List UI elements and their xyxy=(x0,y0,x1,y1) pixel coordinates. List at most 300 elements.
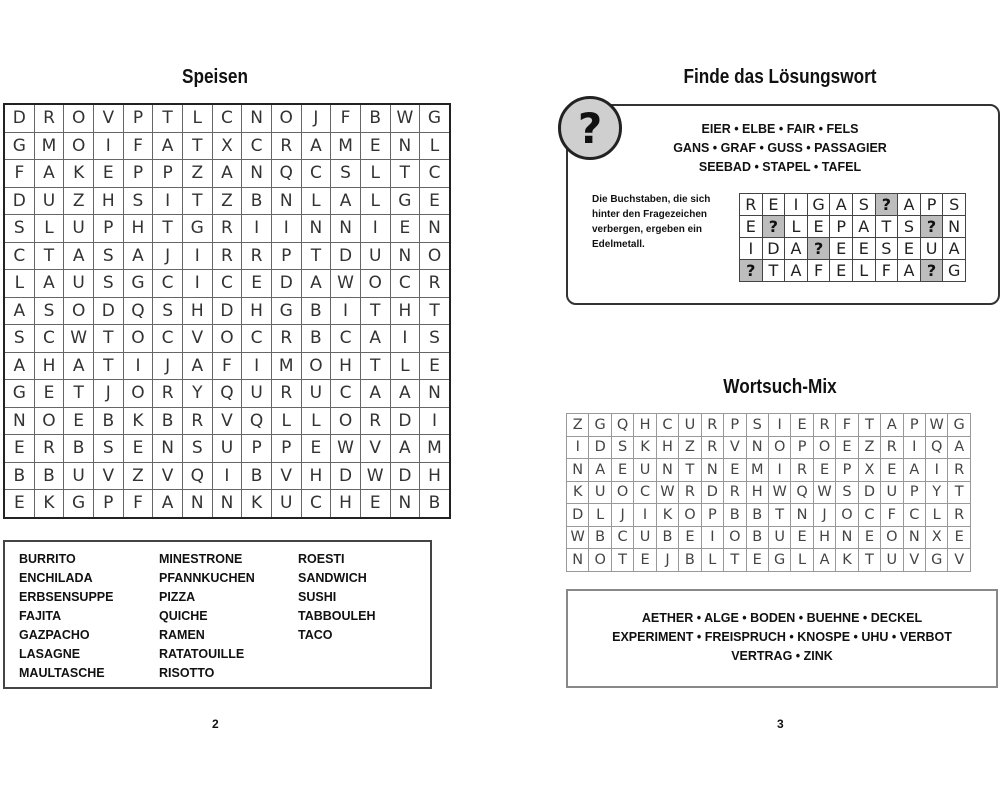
grid-cell[interactable]: E xyxy=(836,436,858,459)
grid-cell[interactable]: T xyxy=(153,215,183,243)
grid-cell[interactable]: A xyxy=(34,160,64,188)
grid-cell[interactable]: W xyxy=(360,462,390,490)
grid-cell[interactable]: Z xyxy=(212,187,242,215)
grid-cell[interactable]: S xyxy=(746,414,768,437)
grid-cell[interactable]: B xyxy=(34,462,64,490)
grid-cell[interactable]: E xyxy=(4,490,34,518)
grid-cell[interactable]: Q xyxy=(242,407,272,435)
grid-cell[interactable]: I xyxy=(785,194,808,216)
grid-cell[interactable]: A xyxy=(212,160,242,188)
grid-cell[interactable]: H xyxy=(93,187,123,215)
grid-cell[interactable]: N xyxy=(390,242,420,270)
hidden-letter-cell[interactable]: ? xyxy=(875,194,898,216)
grid-cell[interactable]: N xyxy=(903,526,925,549)
grid-cell[interactable]: N xyxy=(836,526,858,549)
grid-cell[interactable]: Z xyxy=(858,436,880,459)
grid-cell[interactable]: P xyxy=(242,435,272,463)
grid-cell[interactable]: E xyxy=(746,549,768,572)
grid-cell[interactable]: A xyxy=(785,260,808,282)
grid-cell[interactable]: C xyxy=(611,526,633,549)
grid-cell[interactable]: N xyxy=(4,407,34,435)
grid-cell[interactable]: K xyxy=(64,160,94,188)
grid-cell[interactable]: N xyxy=(390,132,420,160)
grid-cell[interactable]: C xyxy=(331,380,361,408)
grid-cell[interactable]: C xyxy=(656,414,678,437)
grid-cell[interactable]: U xyxy=(634,526,656,549)
grid-cell[interactable]: S xyxy=(182,435,212,463)
grid-cell[interactable]: B xyxy=(420,490,450,518)
grid-cell[interactable]: V xyxy=(182,325,212,353)
grid-cell[interactable]: E xyxy=(791,526,813,549)
grid-cell[interactable]: R xyxy=(34,104,64,132)
grid-cell[interactable]: B xyxy=(724,504,746,527)
grid-cell[interactable]: U xyxy=(679,414,701,437)
grid-cell[interactable]: D xyxy=(390,462,420,490)
grid-cell[interactable]: K xyxy=(656,504,678,527)
grid-cell[interactable]: R xyxy=(242,242,272,270)
grid-cell[interactable]: Z xyxy=(679,436,701,459)
grid-cell[interactable]: E xyxy=(679,526,701,549)
grid-cell[interactable]: Z xyxy=(567,414,589,437)
grid-cell[interactable]: R xyxy=(948,459,970,482)
grid-cell[interactable]: V xyxy=(903,549,925,572)
grid-cell[interactable]: T xyxy=(153,104,183,132)
grid-cell[interactable]: D xyxy=(331,462,361,490)
grid-cell[interactable]: O xyxy=(724,526,746,549)
grid-cell[interactable]: I xyxy=(182,270,212,298)
grid-cell[interactable]: U xyxy=(64,215,94,243)
grid-cell[interactable]: U xyxy=(212,435,242,463)
grid-cell[interactable]: R xyxy=(679,481,701,504)
grid-cell[interactable]: F xyxy=(875,260,898,282)
grid-cell[interactable]: P xyxy=(93,490,123,518)
grid-cell[interactable]: L xyxy=(589,504,611,527)
grid-cell[interactable]: A xyxy=(813,549,835,572)
grid-cell[interactable]: U xyxy=(34,187,64,215)
grid-cell[interactable]: N xyxy=(420,380,450,408)
grid-cell[interactable]: J xyxy=(611,504,633,527)
word-search-grid-speisen[interactable] xyxy=(3,103,451,519)
grid-cell[interactable]: B xyxy=(679,549,701,572)
grid-cell[interactable]: G xyxy=(943,260,966,282)
grid-cell[interactable]: S xyxy=(123,187,153,215)
grid-cell[interactable]: E xyxy=(93,160,123,188)
hidden-letter-cell[interactable]: ? xyxy=(920,216,943,238)
grid-cell[interactable]: L xyxy=(701,549,723,572)
grid-cell[interactable]: U xyxy=(64,462,94,490)
grid-cell[interactable]: I xyxy=(242,215,272,243)
grid-cell[interactable]: I xyxy=(242,352,272,380)
grid-cell[interactable]: X xyxy=(926,526,948,549)
grid-cell[interactable]: S xyxy=(153,297,183,325)
grid-cell[interactable]: D xyxy=(858,481,880,504)
grid-cell[interactable]: S xyxy=(93,270,123,298)
grid-cell[interactable]: S xyxy=(4,325,34,353)
grid-cell[interactable]: I xyxy=(271,215,301,243)
grid-cell[interactable]: R xyxy=(271,380,301,408)
grid-cell[interactable]: A xyxy=(153,490,183,518)
grid-cell[interactable]: I xyxy=(567,436,589,459)
grid-cell[interactable]: H xyxy=(634,414,656,437)
grid-cell[interactable]: A xyxy=(881,414,903,437)
grid-cell[interactable]: G xyxy=(123,270,153,298)
grid-cell[interactable]: L xyxy=(4,270,34,298)
grid-cell[interactable]: O xyxy=(301,352,331,380)
grid-cell[interactable]: G xyxy=(390,187,420,215)
grid-cell[interactable]: W xyxy=(567,526,589,549)
grid-cell[interactable]: N xyxy=(390,490,420,518)
grid-cell[interactable]: S xyxy=(93,242,123,270)
grid-cell[interactable]: J xyxy=(153,242,183,270)
grid-cell[interactable]: T xyxy=(724,549,746,572)
grid-cell[interactable]: A xyxy=(360,380,390,408)
grid-cell[interactable]: O xyxy=(420,242,450,270)
grid-cell[interactable]: E xyxy=(390,215,420,243)
grid-cell[interactable]: P xyxy=(903,414,925,437)
grid-cell[interactable]: W xyxy=(331,435,361,463)
grid-cell[interactable]: I xyxy=(420,407,450,435)
grid-cell[interactable]: U xyxy=(634,459,656,482)
hidden-letter-cell[interactable]: ? xyxy=(807,238,830,260)
grid-cell[interactable]: M xyxy=(34,132,64,160)
grid-cell[interactable]: I xyxy=(390,325,420,353)
grid-cell[interactable]: B xyxy=(242,462,272,490)
grid-cell[interactable]: T xyxy=(768,504,790,527)
grid-cell[interactable]: R xyxy=(212,215,242,243)
grid-cell[interactable]: D xyxy=(589,436,611,459)
grid-cell[interactable]: H xyxy=(813,526,835,549)
grid-cell[interactable]: O xyxy=(34,407,64,435)
grid-cell[interactable]: H xyxy=(182,297,212,325)
grid-cell[interactable]: Q xyxy=(123,297,153,325)
grid-cell[interactable]: E xyxy=(813,459,835,482)
grid-cell[interactable]: O xyxy=(331,407,361,435)
grid-cell[interactable]: B xyxy=(93,407,123,435)
grid-cell[interactable]: O xyxy=(64,104,94,132)
grid-cell[interactable]: A xyxy=(390,435,420,463)
grid-cell[interactable]: U xyxy=(360,242,390,270)
grid-cell[interactable]: A xyxy=(589,459,611,482)
grid-cell[interactable]: N xyxy=(182,490,212,518)
grid-cell[interactable]: U xyxy=(881,481,903,504)
grid-cell[interactable]: U xyxy=(881,549,903,572)
grid-cell[interactable]: E xyxy=(898,238,921,260)
grid-cell[interactable]: N xyxy=(420,215,450,243)
grid-cell[interactable]: V xyxy=(212,407,242,435)
grid-cell[interactable]: T xyxy=(360,352,390,380)
grid-cell[interactable]: W xyxy=(768,481,790,504)
hidden-letter-cell[interactable]: ? xyxy=(762,216,785,238)
grid-cell[interactable]: G xyxy=(768,549,790,572)
grid-cell[interactable]: G xyxy=(4,132,34,160)
grid-cell[interactable]: Q xyxy=(611,414,633,437)
grid-cell[interactable]: N xyxy=(746,436,768,459)
grid-cell[interactable]: A xyxy=(4,297,34,325)
grid-cell[interactable]: O xyxy=(589,549,611,572)
grid-cell[interactable]: N xyxy=(242,160,272,188)
grid-cell[interactable]: V xyxy=(948,549,970,572)
grid-cell[interactable]: D xyxy=(390,407,420,435)
word-search-grid-mix[interactable] xyxy=(566,413,971,572)
grid-cell[interactable]: P xyxy=(903,481,925,504)
grid-cell[interactable]: R xyxy=(271,132,301,160)
grid-cell[interactable]: A xyxy=(360,325,390,353)
grid-cell[interactable]: I xyxy=(360,215,390,243)
grid-cell[interactable]: S xyxy=(93,435,123,463)
solution-word-grid[interactable] xyxy=(739,193,966,282)
grid-cell[interactable]: C xyxy=(903,504,925,527)
grid-cell[interactable]: E xyxy=(4,435,34,463)
grid-cell[interactable]: B xyxy=(301,325,331,353)
grid-cell[interactable]: E xyxy=(634,549,656,572)
grid-cell[interactable]: E xyxy=(740,216,763,238)
grid-cell[interactable]: E xyxy=(791,414,813,437)
grid-cell[interactable]: U xyxy=(920,238,943,260)
grid-cell[interactable]: H xyxy=(656,436,678,459)
grid-cell[interactable]: L xyxy=(182,104,212,132)
grid-cell[interactable]: A xyxy=(301,270,331,298)
grid-cell[interactable]: H xyxy=(242,297,272,325)
grid-cell[interactable]: G xyxy=(4,380,34,408)
grid-cell[interactable]: R xyxy=(212,242,242,270)
grid-cell[interactable]: D xyxy=(762,238,785,260)
grid-cell[interactable]: W xyxy=(64,325,94,353)
grid-cell[interactable]: A xyxy=(64,352,94,380)
grid-cell[interactable]: R xyxy=(724,481,746,504)
grid-cell[interactable]: T xyxy=(611,549,633,572)
grid-cell[interactable]: F xyxy=(836,414,858,437)
grid-cell[interactable]: P xyxy=(93,215,123,243)
grid-cell[interactable]: O xyxy=(881,526,903,549)
grid-cell[interactable]: C xyxy=(420,160,450,188)
grid-cell[interactable]: E xyxy=(852,238,875,260)
grid-cell[interactable]: S xyxy=(420,325,450,353)
grid-cell[interactable]: I xyxy=(153,187,183,215)
grid-cell[interactable]: K xyxy=(123,407,153,435)
grid-cell[interactable]: R xyxy=(701,436,723,459)
grid-cell[interactable]: P xyxy=(791,436,813,459)
grid-cell[interactable]: O xyxy=(212,325,242,353)
grid-cell[interactable]: O xyxy=(679,504,701,527)
grid-cell[interactable]: C xyxy=(301,490,331,518)
grid-cell[interactable]: J xyxy=(153,352,183,380)
grid-cell[interactable]: T xyxy=(875,216,898,238)
grid-cell[interactable]: F xyxy=(807,260,830,282)
grid-cell[interactable]: L xyxy=(301,407,331,435)
grid-cell[interactable]: E xyxy=(807,216,830,238)
grid-cell[interactable]: N xyxy=(943,216,966,238)
grid-cell[interactable]: N xyxy=(656,459,678,482)
grid-cell[interactable]: C xyxy=(153,270,183,298)
grid-cell[interactable]: N xyxy=(153,435,183,463)
grid-cell[interactable]: B xyxy=(4,462,34,490)
grid-cell[interactable]: L xyxy=(926,504,948,527)
grid-cell[interactable]: U xyxy=(589,481,611,504)
grid-cell[interactable]: O xyxy=(768,436,790,459)
grid-cell[interactable]: E xyxy=(881,459,903,482)
grid-cell[interactable]: B xyxy=(64,435,94,463)
grid-cell[interactable]: I xyxy=(768,414,790,437)
grid-cell[interactable]: N xyxy=(271,187,301,215)
grid-cell[interactable]: P xyxy=(920,194,943,216)
grid-cell[interactable]: B xyxy=(656,526,678,549)
grid-cell[interactable]: R xyxy=(740,194,763,216)
grid-cell[interactable]: U xyxy=(242,380,272,408)
grid-cell[interactable]: Q xyxy=(271,160,301,188)
grid-cell[interactable]: A xyxy=(4,352,34,380)
grid-cell[interactable]: W xyxy=(656,481,678,504)
grid-cell[interactable]: G xyxy=(807,194,830,216)
grid-cell[interactable]: H xyxy=(301,462,331,490)
grid-cell[interactable]: L xyxy=(420,132,450,160)
grid-cell[interactable]: W xyxy=(813,481,835,504)
grid-cell[interactable]: R xyxy=(701,414,723,437)
grid-cell[interactable]: B xyxy=(153,407,183,435)
grid-cell[interactable]: D xyxy=(567,504,589,527)
grid-cell[interactable]: Q xyxy=(926,436,948,459)
grid-cell[interactable]: G xyxy=(948,414,970,437)
grid-cell[interactable]: T xyxy=(182,187,212,215)
grid-cell[interactable]: V xyxy=(724,436,746,459)
grid-cell[interactable]: V xyxy=(153,462,183,490)
grid-cell[interactable]: K xyxy=(34,490,64,518)
grid-cell[interactable]: H xyxy=(420,462,450,490)
grid-cell[interactable]: I xyxy=(768,459,790,482)
grid-cell[interactable]: Y xyxy=(926,481,948,504)
grid-cell[interactable]: R xyxy=(791,459,813,482)
grid-cell[interactable]: D xyxy=(331,242,361,270)
grid-cell[interactable]: P xyxy=(271,242,301,270)
grid-cell[interactable]: S xyxy=(898,216,921,238)
grid-cell[interactable]: T xyxy=(858,549,880,572)
grid-cell[interactable]: L xyxy=(301,187,331,215)
grid-cell[interactable]: L xyxy=(271,407,301,435)
grid-cell[interactable]: B xyxy=(746,526,768,549)
grid-cell[interactable]: O xyxy=(836,504,858,527)
grid-cell[interactable]: A xyxy=(903,459,925,482)
grid-cell[interactable]: U xyxy=(768,526,790,549)
grid-cell[interactable]: L xyxy=(390,352,420,380)
grid-cell[interactable]: Z xyxy=(182,160,212,188)
grid-cell[interactable]: W xyxy=(926,414,948,437)
grid-cell[interactable]: I xyxy=(701,526,723,549)
grid-cell[interactable]: T xyxy=(93,352,123,380)
grid-cell[interactable]: O xyxy=(123,380,153,408)
grid-cell[interactable]: L xyxy=(360,187,390,215)
grid-cell[interactable]: D xyxy=(271,270,301,298)
grid-cell[interactable]: F xyxy=(4,160,34,188)
grid-cell[interactable]: L xyxy=(34,215,64,243)
grid-cell[interactable]: Q xyxy=(182,462,212,490)
grid-cell[interactable]: N xyxy=(331,215,361,243)
grid-cell[interactable]: O xyxy=(64,297,94,325)
grid-cell[interactable]: S xyxy=(34,297,64,325)
grid-cell[interactable]: T xyxy=(64,380,94,408)
grid-cell[interactable]: P xyxy=(271,435,301,463)
grid-cell[interactable]: W xyxy=(390,104,420,132)
grid-cell[interactable]: B xyxy=(589,526,611,549)
grid-cell[interactable]: A xyxy=(301,132,331,160)
grid-cell[interactable]: S xyxy=(836,481,858,504)
grid-cell[interactable]: E xyxy=(830,260,853,282)
grid-cell[interactable]: G xyxy=(64,490,94,518)
grid-cell[interactable]: E xyxy=(301,435,331,463)
grid-cell[interactable]: V xyxy=(93,462,123,490)
grid-cell[interactable]: T xyxy=(762,260,785,282)
grid-cell[interactable]: R xyxy=(182,407,212,435)
grid-cell[interactable]: P xyxy=(123,104,153,132)
grid-cell[interactable]: E xyxy=(64,407,94,435)
grid-cell[interactable]: X xyxy=(212,132,242,160)
grid-cell[interactable]: Z xyxy=(123,462,153,490)
grid-cell[interactable]: K xyxy=(836,549,858,572)
hidden-letter-cell[interactable]: ? xyxy=(920,260,943,282)
grid-cell[interactable]: O xyxy=(611,481,633,504)
grid-cell[interactable]: I xyxy=(182,242,212,270)
grid-cell[interactable]: O xyxy=(123,325,153,353)
grid-cell[interactable]: G xyxy=(926,549,948,572)
hidden-letter-cell[interactable]: ? xyxy=(740,260,763,282)
grid-cell[interactable]: G xyxy=(271,297,301,325)
grid-cell[interactable]: A xyxy=(785,238,808,260)
grid-cell[interactable]: H xyxy=(390,297,420,325)
grid-cell[interactable]: N xyxy=(242,104,272,132)
grid-cell[interactable]: A xyxy=(943,238,966,260)
grid-cell[interactable]: A xyxy=(852,216,875,238)
grid-cell[interactable]: A xyxy=(830,194,853,216)
grid-cell[interactable]: H xyxy=(123,215,153,243)
grid-cell[interactable]: V xyxy=(93,104,123,132)
grid-cell[interactable]: W xyxy=(331,270,361,298)
grid-cell[interactable]: M xyxy=(746,459,768,482)
grid-cell[interactable]: C xyxy=(4,242,34,270)
grid-cell[interactable]: D xyxy=(701,481,723,504)
grid-cell[interactable]: Q xyxy=(791,481,813,504)
grid-cell[interactable]: T xyxy=(858,414,880,437)
grid-cell[interactable]: T xyxy=(360,297,390,325)
grid-cell[interactable]: E xyxy=(762,194,785,216)
grid-cell[interactable]: I xyxy=(926,459,948,482)
grid-cell[interactable]: Y xyxy=(182,380,212,408)
grid-cell[interactable]: A xyxy=(153,132,183,160)
grid-cell[interactable]: P xyxy=(123,160,153,188)
grid-cell[interactable]: C xyxy=(858,504,880,527)
grid-cell[interactable]: E xyxy=(948,526,970,549)
grid-cell[interactable]: D xyxy=(4,187,34,215)
grid-cell[interactable]: M xyxy=(420,435,450,463)
grid-cell[interactable]: H xyxy=(746,481,768,504)
grid-cell[interactable]: V xyxy=(360,435,390,463)
grid-cell[interactable]: N xyxy=(701,459,723,482)
grid-cell[interactable]: A xyxy=(64,242,94,270)
grid-cell[interactable]: O xyxy=(271,104,301,132)
grid-cell[interactable]: B xyxy=(242,187,272,215)
grid-cell[interactable]: G xyxy=(420,104,450,132)
grid-cell[interactable]: E xyxy=(611,459,633,482)
grid-cell[interactable]: D xyxy=(212,297,242,325)
grid-cell[interactable]: O xyxy=(64,132,94,160)
grid-cell[interactable]: U xyxy=(301,380,331,408)
grid-cell[interactable]: J xyxy=(656,549,678,572)
grid-cell[interactable]: N xyxy=(301,215,331,243)
grid-cell[interactable]: A xyxy=(898,194,921,216)
grid-cell[interactable]: C xyxy=(242,325,272,353)
grid-cell[interactable]: I xyxy=(123,352,153,380)
grid-cell[interactable]: E xyxy=(34,380,64,408)
grid-cell[interactable]: R xyxy=(948,504,970,527)
grid-cell[interactable]: A xyxy=(182,352,212,380)
grid-cell[interactable]: E xyxy=(420,352,450,380)
